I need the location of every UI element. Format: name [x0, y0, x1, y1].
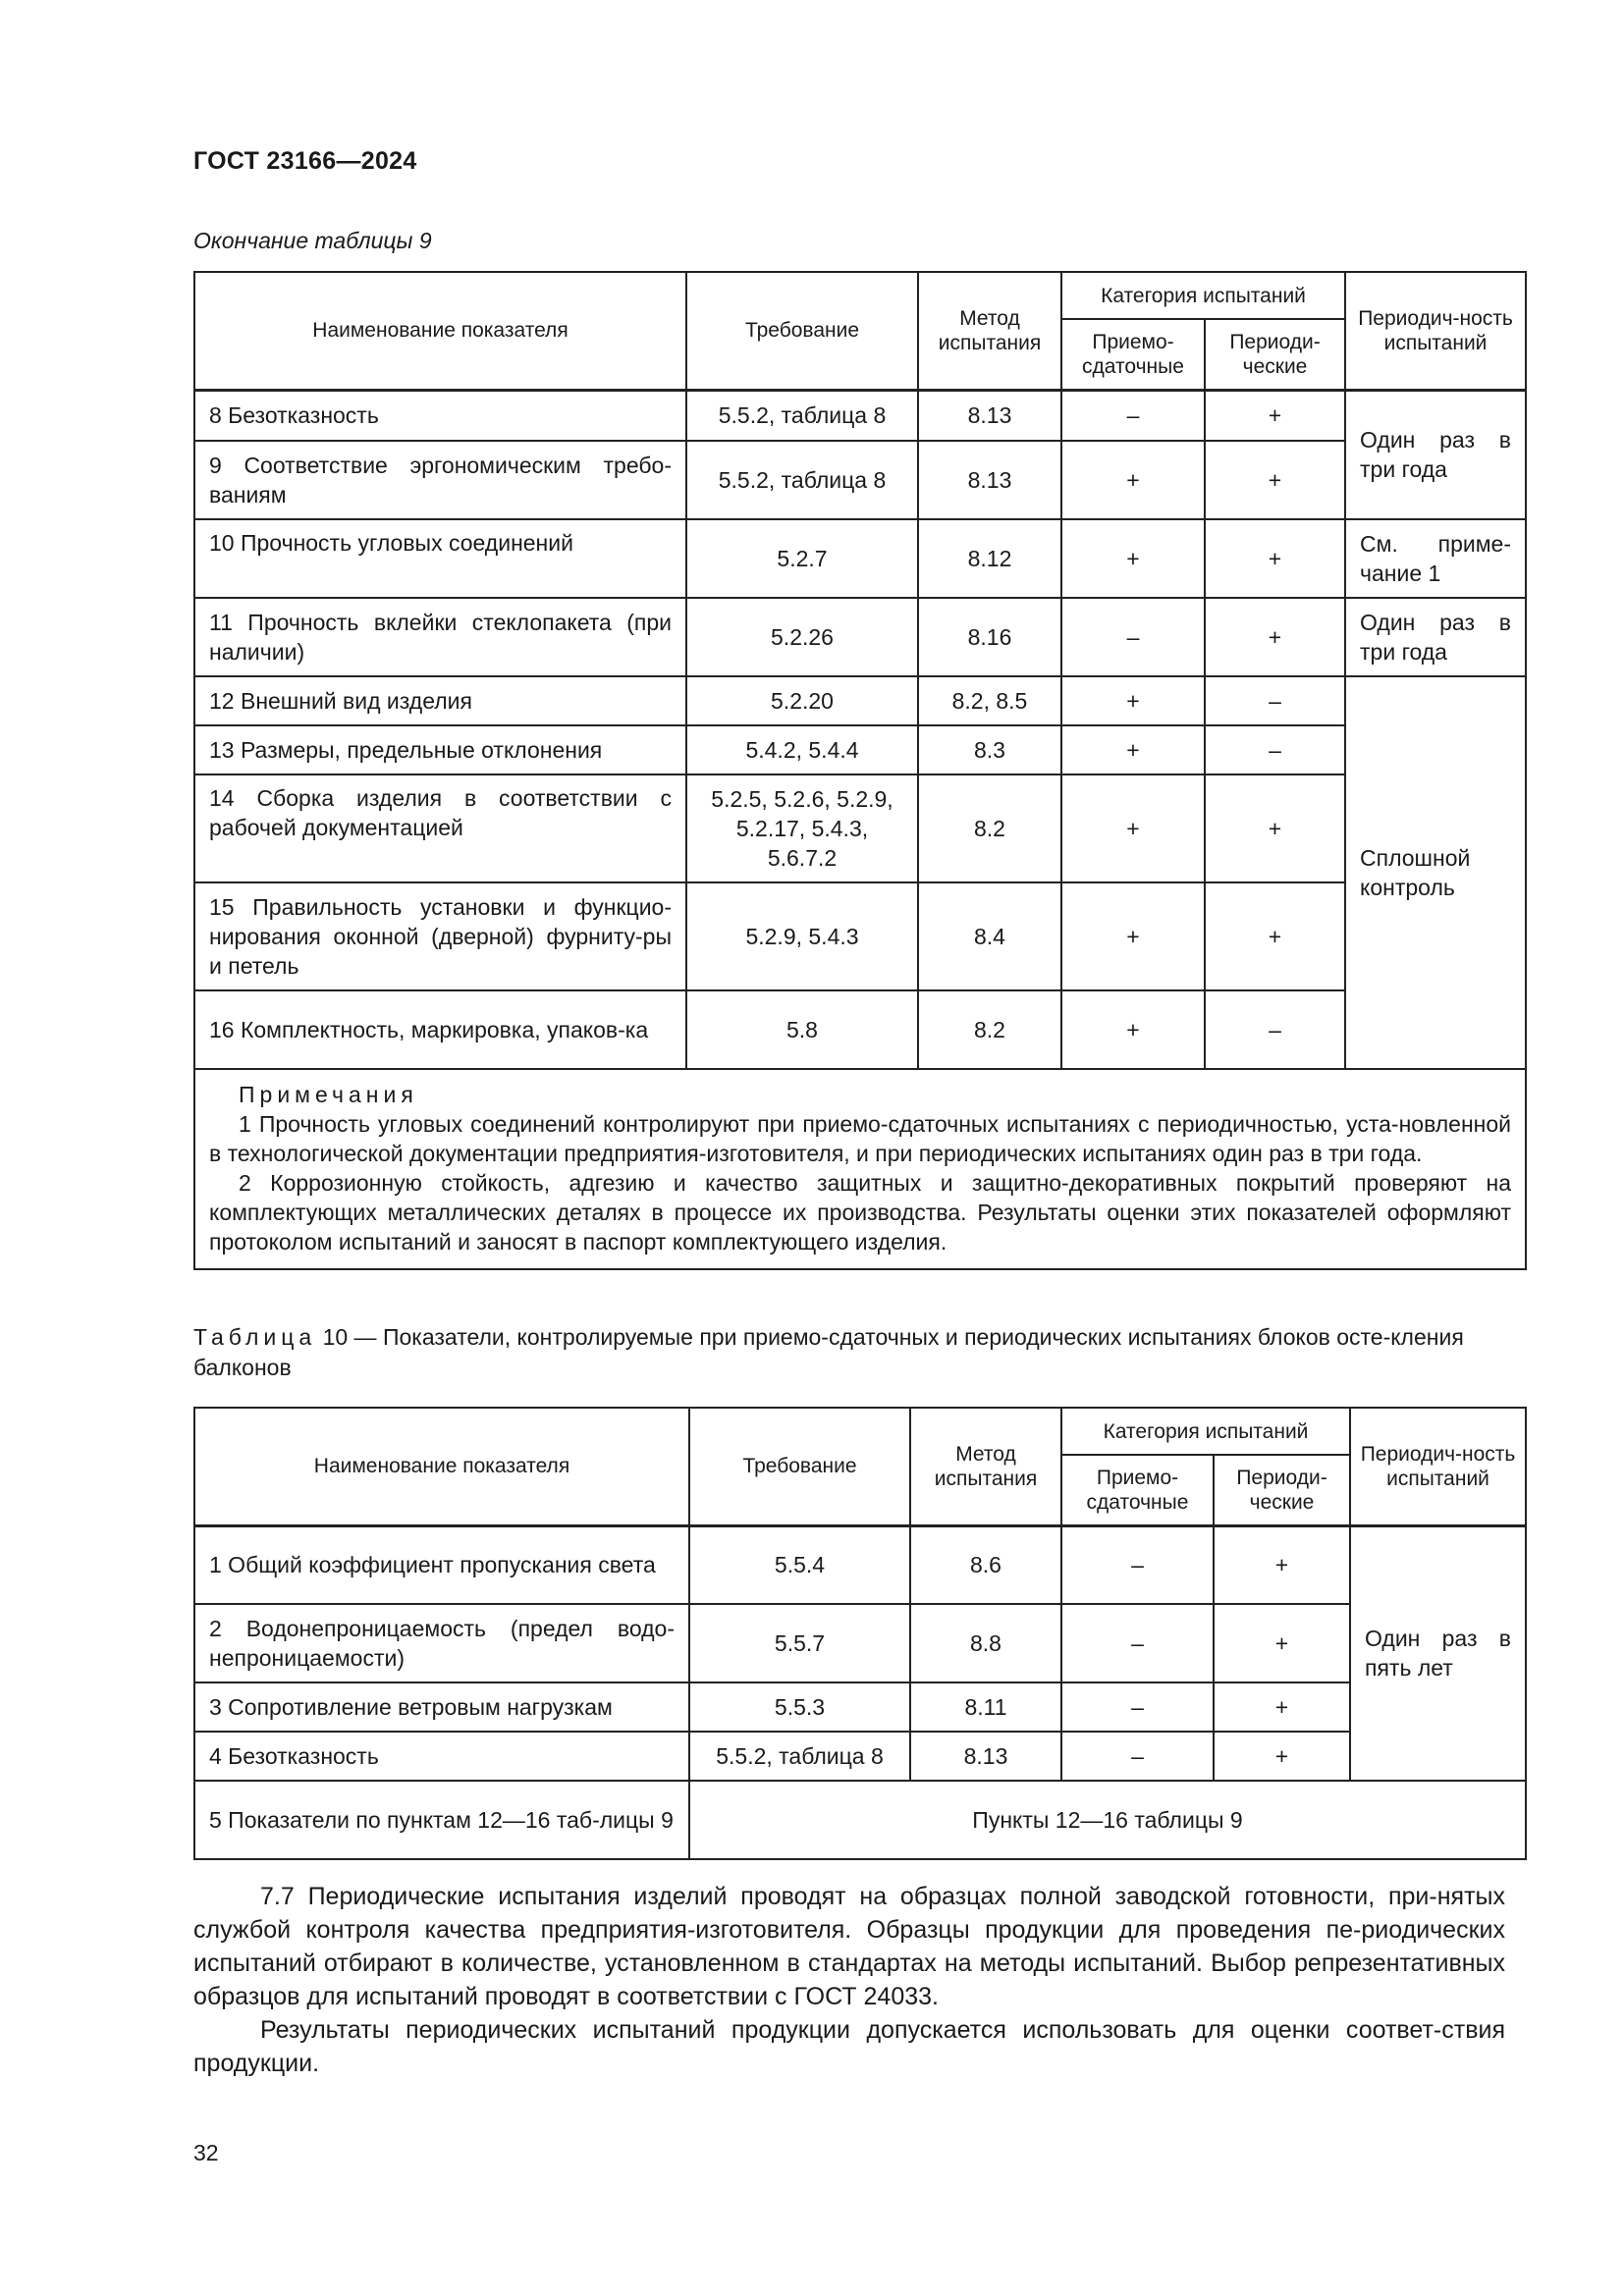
row-periodic: +	[1214, 1732, 1350, 1781]
table-row	[194, 774, 1526, 882]
header-method: Метод испытания	[918, 272, 1061, 390]
notes-title: Примечания	[239, 1082, 418, 1107]
table10-title	[193, 1322, 1505, 1383]
row-requirement: 5.8	[686, 990, 918, 1069]
table-9	[193, 271, 1527, 1270]
row-name: 2 Водонепроницаемость (предел водо-непроницаемости)	[194, 1604, 689, 1682]
table10-title-text: 10 — Показатели, контролируемые при приемо-сдаточных и периодических испытаниях блоков осте-кления балконов	[193, 1324, 1464, 1380]
paragraph-7-7: 7.7 Периодические испытания изделий проводят на образцах полной заводской готовности, при-нятых службой контроля качества предприятия-изготовителя. Образцы продукции для проведения пе-риодических испытаний отбирают в количестве, установленном в стандартах на методы испытаний. Выбор репрезентативных образцов для испытаний проводят в соответствии с ГОСТ 24033.	[193, 1883, 1505, 2010]
row-requirement: 5.5.2, таблица 8	[689, 1732, 910, 1781]
row-acceptance: +	[1061, 774, 1205, 882]
table-row	[194, 990, 1526, 1069]
table-row	[194, 390, 1526, 441]
row-acceptance: +	[1061, 676, 1205, 725]
row-requirement: 5.5.2, таблица 8	[686, 390, 918, 441]
header-name: Наименование показателя	[194, 272, 686, 390]
row-acceptance: +	[1061, 882, 1205, 990]
row-periodicity: Один раз в три года	[1345, 598, 1526, 676]
row-periodic: +	[1205, 598, 1345, 676]
row-method: 8.2	[918, 990, 1061, 1069]
table-10	[193, 1407, 1527, 1860]
row-name: 10 Прочность угловых соединений	[194, 519, 686, 598]
body-text	[193, 1880, 1505, 2080]
table-notes-row	[194, 1069, 1526, 1269]
row-periodicity: Один раз в три года	[1345, 390, 1526, 519]
header-periodic: Периоди-ческие	[1214, 1455, 1350, 1525]
row-periodicity: См. приме-чание 1	[1345, 519, 1526, 598]
row-method: 8.6	[910, 1525, 1061, 1604]
row-periodic: –	[1205, 676, 1345, 725]
row-method: 8.2	[918, 774, 1061, 882]
row-acceptance: –	[1061, 598, 1205, 676]
row-acceptance: –	[1061, 390, 1205, 441]
header-periodic: Периоди-ческие	[1205, 319, 1345, 390]
row-method: 8.12	[918, 519, 1061, 598]
header-periodicity: Периодич-ность испытаний	[1345, 272, 1526, 390]
row-periodicity: Один раз в пять лет	[1350, 1525, 1526, 1781]
row-name: 4 Безотказность	[194, 1732, 689, 1781]
row-periodic: +	[1214, 1682, 1350, 1732]
row-method: 8.4	[918, 882, 1061, 990]
table-row	[194, 1604, 1526, 1682]
row-periodic: +	[1205, 882, 1345, 990]
row-periodic: –	[1205, 990, 1345, 1069]
row-requirement: 5.4.2, 5.4.4	[686, 725, 918, 774]
row-requirement: 5.5.2, таблица 8	[686, 441, 918, 519]
row-periodicity: Сплошной контроль	[1345, 676, 1526, 1069]
row-acceptance: –	[1061, 1604, 1214, 1682]
row-name: 14 Сборка изделия в соответствии с рабочей документацией	[194, 774, 686, 882]
row-periodic: +	[1205, 519, 1345, 598]
table-row	[194, 598, 1526, 676]
table10-title-word: Таблица	[193, 1324, 317, 1350]
row-requirement: 5.2.9, 5.4.3	[686, 882, 918, 990]
row-name: 8 Безотказность	[194, 390, 686, 441]
table-row	[194, 1682, 1526, 1732]
row-method: 8.8	[910, 1604, 1061, 1682]
row-name: 5 Показатели по пунктам 12—16 таб-лицы 9	[194, 1781, 689, 1859]
row-periodic: +	[1205, 774, 1345, 882]
table-row	[194, 1525, 1526, 1604]
row-method: 8.3	[918, 725, 1061, 774]
table9-caption: Окончание таблицы 9	[193, 228, 432, 253]
row-method: 8.13	[910, 1732, 1061, 1781]
table-row	[194, 519, 1526, 598]
row-merged-reference: Пункты 12—16 таблицы 9	[689, 1781, 1526, 1859]
document-header: ГОСТ 23166—2024	[193, 147, 417, 175]
row-periodic: –	[1205, 725, 1345, 774]
row-acceptance: –	[1061, 1682, 1214, 1732]
header-requirement: Требование	[686, 272, 918, 390]
row-method: 8.13	[918, 441, 1061, 519]
row-acceptance: –	[1061, 1732, 1214, 1781]
header-periodicity: Периодич-ность испытаний	[1350, 1408, 1526, 1525]
row-name: 1 Общий коэффициент пропускания света	[194, 1525, 689, 1604]
row-name: 9 Соответствие эргономическим требо-ваниям	[194, 441, 686, 519]
row-requirement: 5.2.7	[686, 519, 918, 598]
row-periodic: +	[1214, 1525, 1350, 1604]
row-requirement: 5.5.7	[689, 1604, 910, 1682]
header-name: Наименование показателя	[194, 1408, 689, 1525]
table-row	[194, 676, 1526, 725]
row-requirement: 5.2.20	[686, 676, 918, 725]
table-row	[194, 882, 1526, 990]
row-acceptance: +	[1061, 441, 1205, 519]
header-category: Категория испытаний	[1061, 1408, 1350, 1455]
row-name: 12 Внешний вид изделия	[194, 676, 686, 725]
row-name: 3 Сопротивление ветровым нагрузкам	[194, 1682, 689, 1732]
row-periodic: +	[1205, 441, 1345, 519]
row-acceptance: +	[1061, 990, 1205, 1069]
header-acceptance: Приемо-сдаточные	[1061, 319, 1205, 390]
row-acceptance: +	[1061, 725, 1205, 774]
row-name: 11 Прочность вклейки стеклопакета (при наличии)	[194, 598, 686, 676]
row-name: 13 Размеры, предельные отклонения	[194, 725, 686, 774]
row-requirement: 5.2.5, 5.2.6, 5.2.9, 5.2.17, 5.4.3, 5.6.7.2	[686, 774, 918, 882]
row-periodic: +	[1205, 390, 1345, 441]
row-method: 8.16	[918, 598, 1061, 676]
page-number: 32	[193, 2140, 219, 2165]
table-row	[194, 1732, 1526, 1781]
note-item: 1 Прочность угловых соединений контролируют при приемо-сдаточных испытаниях с периодичностью, уста-новленной в технологической документации предприятия-изготовителя, и при периодических испытаниях один раз в три года.	[209, 1111, 1512, 1166]
row-method: 8.11	[910, 1682, 1061, 1732]
header-category: Категория испытаний	[1061, 272, 1345, 319]
row-name: 16 Комплектность, маркировка, упаков-ка	[194, 990, 686, 1069]
row-method: 8.13	[918, 390, 1061, 441]
row-requirement: 5.5.3	[689, 1682, 910, 1732]
header-requirement: Требование	[689, 1408, 910, 1525]
row-requirement: 5.5.4	[689, 1525, 910, 1604]
table-notes	[194, 1069, 1526, 1269]
header-acceptance: Приемо-сдаточные	[1061, 1455, 1214, 1525]
row-name: 15 Правильность установки и функцио-нирования оконной (дверной) фурниту-ры и петель	[194, 882, 686, 990]
table-row	[194, 1781, 1526, 1859]
table-row	[194, 441, 1526, 519]
table-row	[194, 725, 1526, 774]
row-acceptance: –	[1061, 1525, 1214, 1604]
row-acceptance: +	[1061, 519, 1205, 598]
header-method: Метод испытания	[910, 1408, 1061, 1525]
row-periodic: +	[1214, 1604, 1350, 1682]
note-item: 2 Коррозионную стойкость, адгезию и качество защитных и защитно-декоративных покрытий проверяют на комплектующих металлических деталях в процессе их производства. Результаты оценки этих показателей оформляют протоколом испытаний и заносят в паспорт комплектующего изделия.	[209, 1170, 1512, 1255]
paragraph-results: Результаты периодических испытаний продукции допускается использовать для оценки соответ-ствия продукции.	[193, 2016, 1505, 2077]
row-method: 8.2, 8.5	[918, 676, 1061, 725]
row-requirement: 5.2.26	[686, 598, 918, 676]
